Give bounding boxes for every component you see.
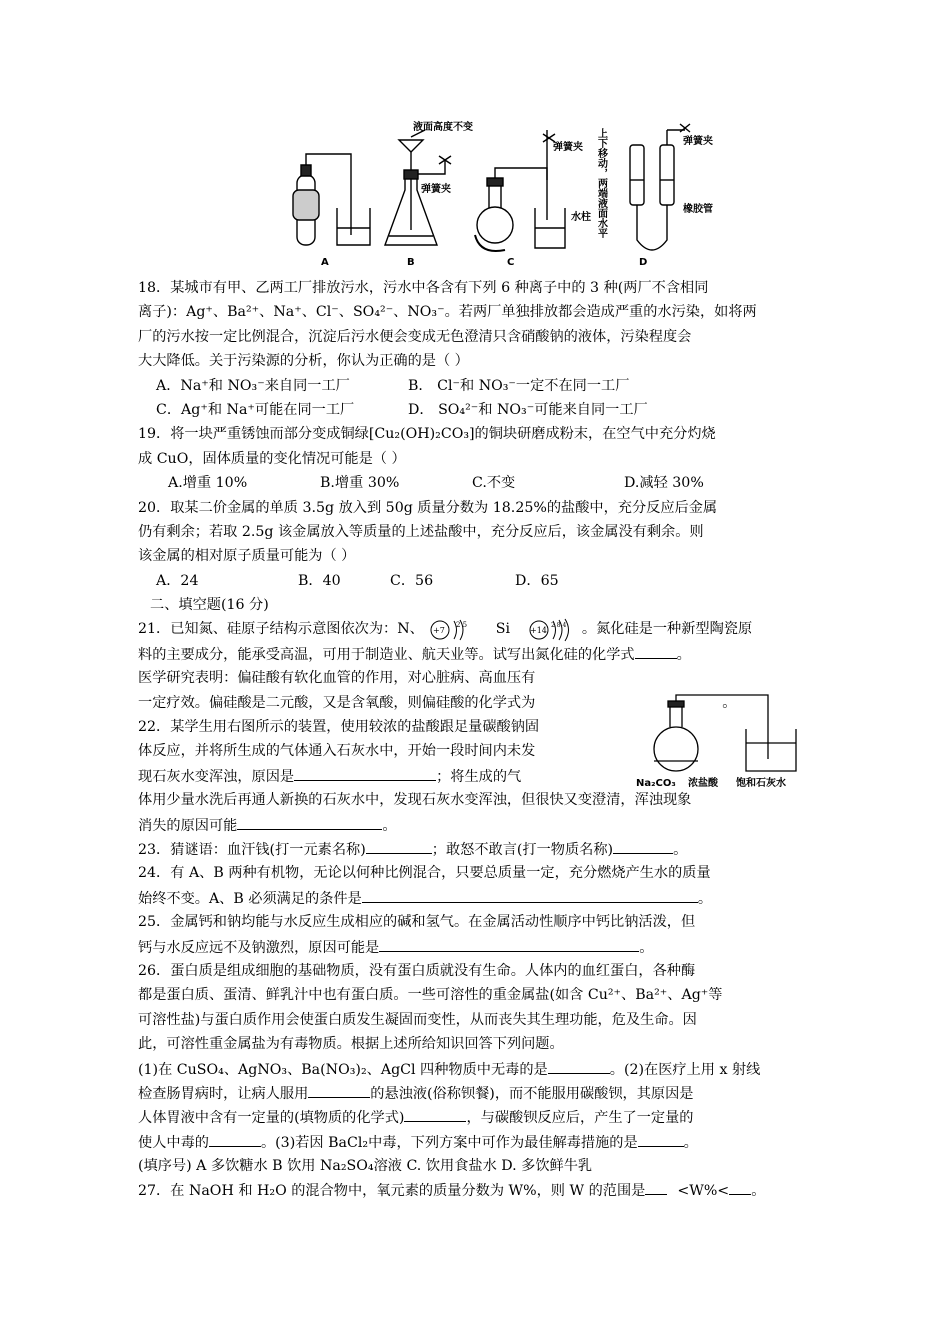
q21-text-2-end: 。 <box>676 646 691 663</box>
apparatus-label-hcl: 浓盐酸 <box>688 778 718 789</box>
q26-line3: 可溶性盐)与蛋白质作用会使蛋白质发生凝固而变性，从而丧失其生理功能，危及生命。因 <box>138 1011 697 1028</box>
figure-label-c: C <box>507 257 515 268</box>
q26-blank-nontoxic[interactable] <box>548 1057 610 1074</box>
apparatus-label-limewater: 饱和石灰水 <box>736 778 786 789</box>
q22-blank-reason2[interactable] <box>237 813 382 830</box>
q24-text-2a: 始终不变。A、B 必须满足的条件是 <box>138 890 362 907</box>
q20-option-d: D．65 <box>515 572 559 589</box>
q22-text-3b: ；将生成的气 <box>436 768 522 785</box>
q23-text-a: 23．猜谜语：血汗钱(打一元素名称) <box>138 841 366 858</box>
q26-line6 <box>138 1081 818 1105</box>
q26-text-8a: 使人中毒的 <box>138 1134 209 1151</box>
q22-blank-reason1[interactable] <box>294 764 436 781</box>
q23-text-b: ；敢怒不敢言(打一物质名称) <box>431 841 614 858</box>
q24-line2 <box>138 886 818 910</box>
q26-blank-barium-meal[interactable] <box>308 1081 370 1098</box>
q23-text-c: 。 <box>673 841 688 858</box>
figure-c-clamp: 弹簧夹 <box>553 142 583 153</box>
figure-d-tube: 橡胶管 <box>683 204 713 215</box>
q22-line1: 22．某学生用右图所示的装置，使用较浓的盐酸跟足量碳酸钠固 <box>138 719 540 736</box>
figure-b-clamp: 弹簧夹 <box>421 184 451 195</box>
q26-text-5a: (1)在 CuSO₄、AgNO₃、Ba(NO₃)₂、AgCl 四种物质中无毒的是 <box>138 1061 548 1078</box>
q25-line2 <box>138 935 818 959</box>
q19-options <box>138 471 818 495</box>
q26-text-5b: 。(2)在医疗上用 x 射线 <box>609 1061 761 1078</box>
q19-option-b: B.增重 30% <box>320 475 400 492</box>
q21-text-4: 一定疗效。偏硅酸是二元酸，又是含氧酸，则偏硅酸的化学式为 <box>138 694 536 711</box>
q18-line3: 厂的污水按一定比例混合，沉淀后污水便会变成无色澄清只含硝酸钠的液体，污染程度会 <box>138 328 692 345</box>
q23-blank-substance[interactable] <box>613 837 673 854</box>
q26-line5 <box>138 1057 818 1081</box>
q24-line1: 24．有 A、B 两种有机物，无论以何种比例混合，只要总质量一定，充分燃烧产生水的质量 <box>138 865 711 882</box>
q27-text-a: 27．在 NaOH 和 H₂O 的混合物中，氧元素的质量分数为 W%，则 W 的范围是 <box>138 1183 646 1200</box>
q18-option-b: B． Cl⁻和 NO₃⁻一定不在同一工厂 <box>408 377 630 394</box>
q26-blank-gastric-acid[interactable] <box>404 1105 466 1122</box>
q25-text-2a: 钙与水反应远不及钠激烈，原因可能是 <box>138 939 380 956</box>
q25-line1: 25．金属钙和钠均能与水反应生成相应的碱和氢气。在金属活动性顺序中钙比钠活泼，但 <box>138 914 696 931</box>
silicon-atom-diagram <box>527 618 577 640</box>
q24-blank-condition[interactable] <box>362 886 698 903</box>
nitrogen-atom-diagram <box>428 618 478 640</box>
q21-text-a: 21．已知氮、硅原子结构示意图依次为：N、 <box>138 621 424 638</box>
q22-text-3a: 现石灰水变浑浊，原因是 <box>138 768 295 785</box>
q21-text-b: 。氮化硅是一种新型陶瓷原 <box>581 621 753 638</box>
q22-text-5b: 。 <box>382 817 397 834</box>
figure-label-b: B <box>407 257 415 268</box>
q25-blank-reason[interactable] <box>379 935 639 952</box>
q22-line3 <box>138 764 818 788</box>
tube-d-right <box>660 145 674 205</box>
q26-line9: (填序号) A 多饮糖水 B 饮用 Na₂SO₄溶液 C. 饮用食盐水 D. 多饮鲜牛乳 <box>138 1158 593 1175</box>
q26-text-7a: 人体胃液中含有一定量的(填物质的化学式) <box>138 1110 405 1127</box>
q21-line2 <box>138 642 818 666</box>
figure-d-clamp: 弹簧夹 <box>683 136 713 147</box>
tube-d-left <box>630 145 644 205</box>
q26-line4: 此，可溶性重金属盐为有毒物质。根据上述所给知识回答下列问题。 <box>138 1036 564 1053</box>
q25-text-2b: 。 <box>639 939 654 956</box>
q26-text-7b: ，与碳酸钡反应后，产生了一定量的 <box>466 1110 694 1127</box>
figure-label-a: A <box>321 257 329 268</box>
si-shells: 2 8 4 <box>551 622 567 630</box>
q27-line <box>138 1178 818 1202</box>
q22-line2: 体反应，并将所生成的气体通入石灰水中，开始一段时间内未发 <box>138 743 536 760</box>
figure-b-note: 液面高度不变 <box>413 122 473 133</box>
q18-option-a: A．Na⁺和 NO₃⁻来自同一工厂 <box>156 377 350 394</box>
q21-line4 <box>138 691 818 715</box>
q26-line7 <box>138 1105 818 1129</box>
q18-line1: 18．某城市有甲、乙两工厂排放污水，污水中各含有下列 6 种离子中的 3 种(两厂不含相同 <box>138 280 709 296</box>
q19-option-c: C.不变 <box>472 475 516 492</box>
q26-line2: 都是蛋白质、蛋清、鲜乳汁中也有蛋白质。一些可溶性的重金属盐(如含 Cu²⁺、Ba²⁺、Ag⁺等 <box>138 987 723 1004</box>
si-nucleus: +14 <box>530 626 548 636</box>
q19-line2: 成 CuO，固体质量的变化情况可能是（ ） <box>138 450 406 467</box>
q20-line3: 该金属的相对原子质量可能为（ ） <box>138 548 356 565</box>
q22-text-5a: 消失的原因可能 <box>138 817 238 834</box>
q20-line2: 仍有剩余；若取 2.5g 该金属放入等质量的上述盐酸中，充分反应后，该金属没有剩余。则 <box>138 523 704 540</box>
q21-line1 <box>138 617 818 641</box>
q26-text-6a: 检查肠胃病时，让病人服用 <box>138 1085 309 1102</box>
q18-line4: 大大降低。关于污染源的分析，你认为正确的是（ ） <box>138 353 469 370</box>
q18-option-c: C．Ag⁺和 Na⁺可能在同一工厂 <box>156 401 355 418</box>
q22-line5 <box>138 813 818 837</box>
q27-text-b: <W%< <box>677 1183 730 1200</box>
q22-line4: 体用少量水洗后再通人新换的石灰水中，发现石灰水变浑浊，但很快又变澄清，浑浊现象 <box>138 792 692 809</box>
q26-text-8c: 。 <box>683 1134 698 1151</box>
q26-blank-antidote[interactable] <box>638 1130 684 1147</box>
q26-text-6b: 的悬浊液(俗称钡餐)，而不能服用碳酸钡，其原因是 <box>370 1085 694 1102</box>
q24-text-2b: 。 <box>697 890 713 907</box>
apparatus-diagram <box>285 120 735 270</box>
q27-blank-lower[interactable] <box>645 1178 667 1195</box>
figure-d-side: 上下移动，两端液面水平 <box>595 128 607 238</box>
q23-blank-element[interactable] <box>366 837 432 854</box>
n-nucleus: +7 <box>433 626 446 636</box>
q19-line1: 19．将一块严重锈蚀而部分变成铜绿[Cu₂(OH)₂CO₃]的铜块研磨成粉末，在空气中充分灼烧 <box>138 426 716 443</box>
q21-blank-formula[interactable] <box>635 642 677 659</box>
flask-c <box>477 207 513 243</box>
q21-text-2: 料的主要成分，能承受高温，可用于制造业、航天业等。试写出氮化硅的化学式 <box>138 646 635 663</box>
q26-line1: 26．蛋白质是组成细胞的基础物质，没有蛋白质就没有生命。人体内的血红蛋白，各种酶 <box>138 962 696 979</box>
q20-line1: 20．取某二价金属的单质 3.5g 放入到 50g 质量分数为 18.25%的盐酸中，充分反应后金属 <box>138 499 718 516</box>
question-block <box>138 276 818 1203</box>
q18-option-d: D． SO₄²⁻和 NO₃⁻可能来自同一工厂 <box>408 401 648 418</box>
q20-options <box>138 569 818 593</box>
figure-c-water: 水柱 <box>571 212 591 223</box>
figure-label-d: D <box>639 257 648 268</box>
n-shells: 2 5 <box>456 621 468 630</box>
q26-blank-toxic-ion[interactable] <box>209 1130 261 1147</box>
q21-line3: 医学研究表明：偏硅酸有软化血管的作用，对心脏病、高血压有 <box>138 670 536 687</box>
q20-option-a: A．24 <box>156 572 199 589</box>
q21-text-4-end: 。 <box>722 694 737 711</box>
q20-option-b: B．40 <box>298 572 341 589</box>
q20-option-c: C．56 <box>390 572 434 589</box>
q21-si-label: Si <box>495 621 510 638</box>
q19-option-a: A.增重 10% <box>168 475 248 492</box>
q19-option-d: D.减轻 30% <box>624 475 704 492</box>
section-fill-in: 二、填空题(16 分) <box>150 597 269 614</box>
beaker-a <box>337 208 370 245</box>
apparatus-label-na2co3: Na₂CO₃ <box>636 778 676 789</box>
apparatus-figures <box>285 120 735 270</box>
q18-options-cd <box>138 398 818 422</box>
q27-blank-upper[interactable] <box>729 1178 751 1195</box>
q18-line2: 离子)：Ag⁺、Ba²⁺、Na⁺、Cl⁻、SO₄²⁻、NO₃⁻。若两厂单独排放都会造成严重的水污染，如将两 <box>138 304 757 321</box>
q26-line8 <box>138 1130 818 1154</box>
q26-text-8b: 。(3)若因 BaCl₂中毒，下列方案中可作为最佳解毒措施的是 <box>260 1134 638 1151</box>
q18-options-ab <box>138 374 818 398</box>
q27-text-c: 。 <box>751 1183 766 1200</box>
q23-line <box>138 837 818 861</box>
